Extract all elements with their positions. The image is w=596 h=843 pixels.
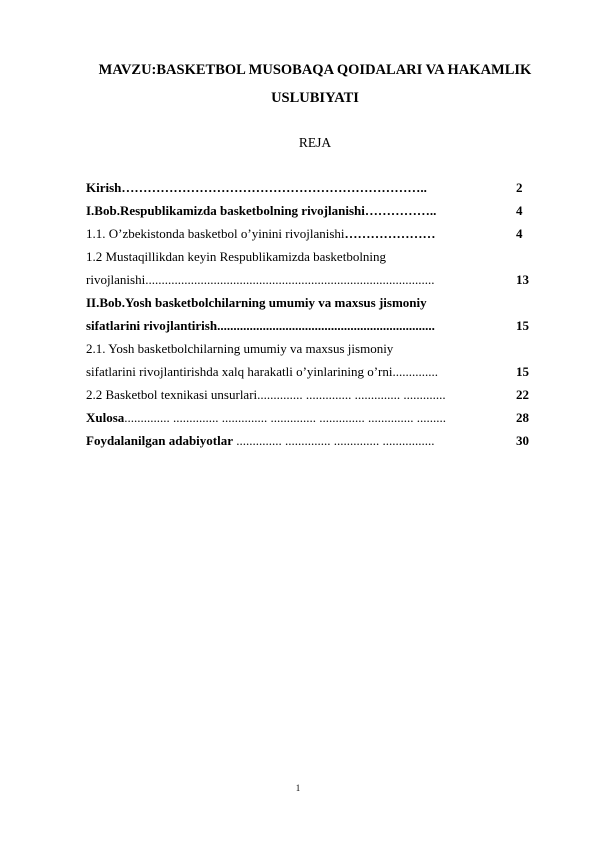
toc-entry-page: 2	[516, 180, 523, 195]
toc-entry-2-2	[86, 383, 536, 406]
table-of-contents	[86, 176, 536, 452]
toc-entry-text: 1.1. O’zbekistonda basketbol o’yinini rivojlanishi…………………	[86, 226, 436, 241]
toc-entry-kirish	[86, 176, 536, 199]
toc-entry-xulosa	[86, 406, 536, 429]
page-number: 1	[295, 783, 301, 793]
toc-entry-1-2-line-2	[86, 268, 536, 291]
section-heading-reja: REJA	[298, 135, 332, 150]
toc-entry-page: 13	[516, 272, 529, 287]
toc-entry-text: 2.2 Basketbol texnikasi unsurlari.............. .............. .............. .............	[86, 387, 446, 402]
toc-entry-bob-2-line-2	[86, 314, 536, 337]
toc-entry-2-1-line-2	[86, 360, 536, 383]
toc-entry-bob-2-line-1	[86, 291, 536, 314]
toc-entry-page: 15	[516, 318, 529, 333]
toc-entry-adabiyotlar	[86, 429, 536, 452]
toc-entry-text: 2.1. Yosh basketbolchilarning umumiy va maxsus jismoniy	[86, 341, 394, 356]
toc-entry-text: rivojlanishi.........................................................................................	[86, 272, 435, 287]
toc-entry-page: 4	[516, 203, 523, 218]
toc-entry-2-1-line-1	[86, 337, 536, 360]
toc-entry-page: 30	[516, 433, 529, 448]
toc-entry-text: Foydalanilgan adabiyotlar .............. .............. .............. ................	[86, 433, 435, 448]
toc-entry-page: 15	[516, 364, 529, 379]
toc-entry-text: II.Bob.Yosh basketbolchilarning umumiy va maxsus jismoniy	[86, 295, 427, 310]
toc-entry-page: 28	[516, 410, 529, 425]
toc-entry-text: Xulosa.............. .............. .............. .............. .............. .............. .........	[86, 410, 447, 425]
toc-entry-1-1	[86, 222, 536, 245]
title-line-2: USLUBIYATI	[271, 90, 359, 106]
document-title	[60, 58, 570, 110]
toc-entry-1-2-line-1	[86, 245, 536, 268]
toc-entry-page: 4	[516, 226, 523, 241]
toc-entry-text: Kirish……………………………………………………………..	[86, 180, 427, 195]
toc-entry-page: 22	[516, 387, 529, 402]
toc-entry-text: I.Bob.Respublikamizda basketbolning rivojlanishi……………..	[86, 203, 437, 218]
toc-entry-bob-1	[86, 199, 536, 222]
toc-entry-text: sifatlarini rivojlantirish...................................................................	[86, 318, 435, 333]
title-line-1: MAVZU:BASKETBOL MUSOBAQA QOIDALARI VA HAKAMLIK	[98, 62, 532, 78]
toc-entry-text: sifatlarini rivojlantirishda xalq harakatli o’yinlarining o’rni..............	[86, 364, 438, 379]
toc-entry-text: 1.2 Mustaqillikdan keyin Respublikamizda basketbolning	[86, 249, 387, 264]
